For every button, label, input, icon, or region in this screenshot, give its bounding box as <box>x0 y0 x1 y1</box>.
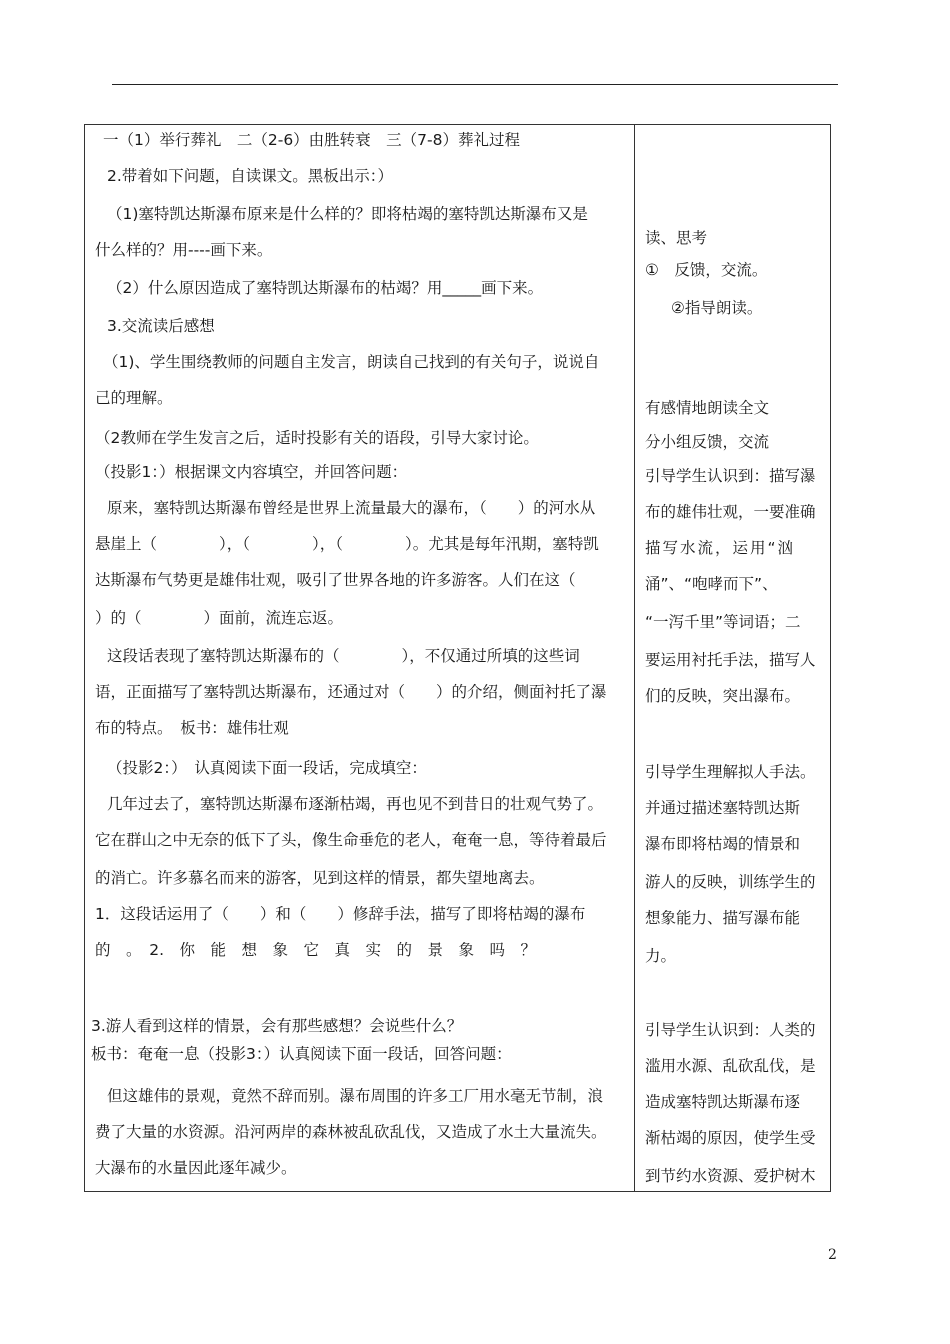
note-line: ②指导朗读。 <box>671 299 763 317</box>
text-line: 大瀑布的水量因此逐年减少。 <box>95 1159 297 1177</box>
text-line: （2）什么原因造成了塞特凯达斯瀑布的枯竭？用_____画下来。 <box>107 279 544 297</box>
text-line: 3.游人看到这样的情景，会有那些感想？会说些什么？ <box>91 1017 463 1035</box>
note-line: 引导学生理解拟人手法。 <box>645 763 816 781</box>
text-line: ）的（ ）面前，流连忘返。 <box>95 609 344 627</box>
text-line: 语，正面描写了塞特凯达斯瀑布，还通过对（ ）的介绍，侧面衬托了瀑 <box>95 683 607 701</box>
text-line: 布的特点。 板书：雄伟壮观 <box>95 719 289 737</box>
text-line: 达斯瀑布气势更是雄伟壮观，吸引了世界各地的许多游客。人们在这（ <box>95 571 576 589</box>
student-activity-column <box>635 125 830 1191</box>
text-line: （投影2：） 认真阅读下面一段话，完成填空： <box>107 759 427 777</box>
note-line: 要运用衬托手法，描写人 <box>645 651 816 669</box>
note-line: 力。 <box>645 947 677 965</box>
header-rule <box>112 84 838 85</box>
note-line: 瀑布即将枯竭的情景和 <box>645 835 801 853</box>
note-line: 到节约水资源、爱护树木 <box>645 1167 816 1185</box>
page-number: 2 <box>828 1247 837 1263</box>
text-line: 1．这段话运用了（ ）和（ ）修辞手法，描写了即将枯竭的瀑布 <box>95 905 586 923</box>
note-line: 布的雄伟壮观，一要准确 <box>645 503 816 521</box>
note-line: 引导学生认识到：人类的 <box>645 1021 816 1039</box>
note-line: 分小组反馈，交流 <box>645 433 770 451</box>
text-line: 的消亡。许多慕名而来的游客，见到这样的情景，都失望地离去。 <box>95 869 545 887</box>
text-line: 己的理解。 <box>95 389 173 407</box>
note-line: ① 反馈，交流。 <box>645 261 768 279</box>
text-line: 的 。 2. 你 能 想 象 它 真 实 的 景 象 吗 ？ <box>95 941 537 959</box>
note-line: 造成塞特凯达斯瀑布逐 <box>645 1093 801 1111</box>
text-line: 这段话表现了塞特凯达斯瀑布的（ ），不仅通过所填的这些词 <box>107 647 580 665</box>
note-line: 滥用水源、乱砍乱伐，是 <box>645 1057 816 1075</box>
lesson-table <box>84 124 831 1192</box>
text-line: 悬崖上（ ），（ ），（ ）。尤其是每年汛期，塞特凯 <box>95 535 599 553</box>
note-line: 想象能力、描写瀑布能 <box>645 909 801 927</box>
text-line: 2.带着如下问题，自读课文。黑板出示：） <box>107 167 394 185</box>
text-line: 它在群山之中无奈的低下了头，像生命垂危的老人，奄奄一息，等待着最后 <box>95 831 607 849</box>
note-line: 有感情地朗读全文 <box>645 399 770 417</box>
text-line: （1)、学生围绕教师的问题自主发言，朗读自己找到的有关句子，说说自 <box>103 353 600 371</box>
note-line: 读、思考 <box>645 229 708 247</box>
text-line: （投影1：）根据课文内容填空，并回答问题： <box>95 463 408 481</box>
note-line: 引导学生认识到：描写瀑 <box>645 467 816 485</box>
text-line: 费了大量的水资源。沿河两岸的森林被乱砍乱伐，又造成了水土大量流失。 <box>95 1123 607 1141</box>
note-line: 并通过描述塞特凯达斯 <box>645 799 801 817</box>
text-line: （1)塞特凯达斯瀑布原来是什么样的？即将枯竭的塞特凯达斯瀑布又是 <box>107 205 588 223</box>
note-line: 涌”、“咆哮而下”、 <box>645 575 778 593</box>
text-line: 板书：奄奄一息（投影3：）认真阅读下面一段话，回答问题： <box>91 1045 512 1063</box>
text-line: 原来，塞特凯达斯瀑布曾经是世界上流量最大的瀑布，（ ）的河水从 <box>107 499 596 517</box>
note-line: “一泻千里”等词语；二 <box>645 613 801 631</box>
note-line: 们的反映，突出瀑布。 <box>645 687 801 705</box>
text-line: 一（1）举行葬礼 二（2-6）由胜转衰 三（7-8）葬礼过程 <box>103 131 520 149</box>
note-line: 渐枯竭的原因，使学生受 <box>645 1129 816 1147</box>
note-line: 描写水流，运用“汹 <box>645 539 796 557</box>
teaching-content-column <box>85 125 634 1191</box>
note-line: 游人的反映，训练学生的 <box>645 873 816 891</box>
text-line: 几年过去了，塞特凯达斯瀑布逐渐枯竭，再也见不到昔日的壮观气势了。 <box>107 795 604 813</box>
text-line: 3.交流读后感想 <box>107 317 215 335</box>
text-line: （2教师在学生发言之后，适时投影有关的语段，引导大家讨论。 <box>95 429 539 447</box>
text-line: 什么样的？用----画下来。 <box>95 241 273 259</box>
text-line: 但这雄伟的景观，竟然不辞而别。瀑布周围的许多工厂用水毫无节制，浪 <box>107 1087 604 1105</box>
